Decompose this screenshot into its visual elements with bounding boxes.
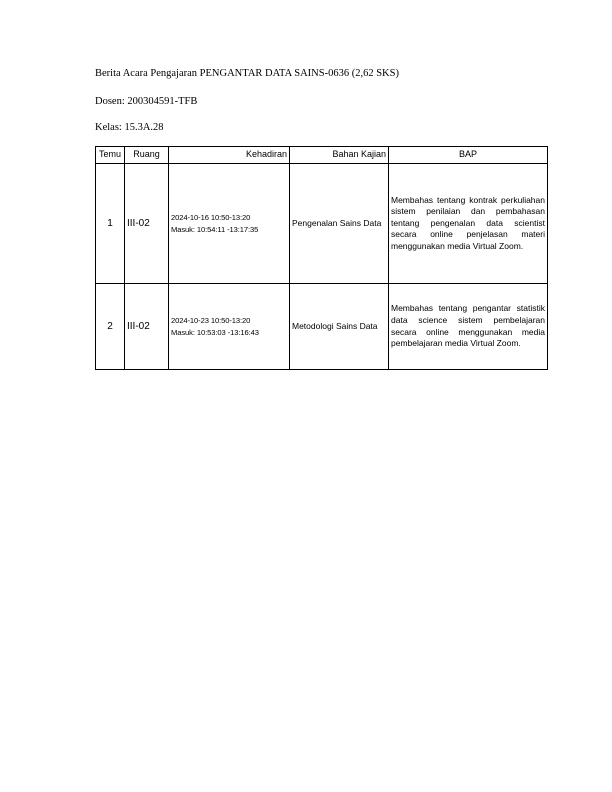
- ruang-cell: III-02: [125, 284, 169, 370]
- class-code: Kelas: 15.3A.28: [95, 122, 164, 133]
- bahan-kajian-cell: Pengenalan Sains Data: [290, 164, 389, 284]
- temu-cell: 2: [96, 284, 125, 370]
- ruang-cell: III-02: [125, 164, 169, 284]
- lecturer-id: Dosen: 200304591-TFB: [95, 96, 198, 107]
- column-header-kehadiran: Kehadiran: [169, 147, 290, 164]
- bahan-kajian-cell: Metodologi Sains Data: [290, 284, 389, 370]
- teaching-report-table: [95, 146, 548, 370]
- column-header-bap: BAP: [389, 147, 548, 164]
- column-header-bahan-kajian: Bahan Kajian: [290, 147, 389, 164]
- table-row: [96, 164, 548, 284]
- column-header-temu: Temu: [96, 147, 125, 164]
- kehadiran-cell: [169, 284, 290, 370]
- table-row: [96, 284, 548, 370]
- session-datetime: 2024-10-23 10:50-13:20: [171, 315, 251, 325]
- attendance-time: Masuk: 10:53:03 -13:16:43: [171, 327, 259, 337]
- attendance-time: Masuk: 10:54:11 -13:17:35: [171, 224, 259, 234]
- session-datetime: 2024-10-16 10:50-13:20: [171, 212, 251, 222]
- table-header-row: [96, 147, 548, 164]
- bap-cell: Membahas tentang kontrak perkuliahan sistem penilaian dan pembahasan tentang pengenalan data scientist secara online penjelasan materi menggunakan media Virtual Zoom.: [389, 164, 548, 284]
- bap-cell: Membahas tentang pengantar statistik data science sistem pembelajaran secara online menggunakan media pembelajaran media Virtual Zoom.: [389, 284, 548, 370]
- temu-cell: 1: [96, 164, 125, 284]
- kehadiran-cell: [169, 164, 290, 284]
- page-title: Berita Acara Pengajaran PENGANTAR DATA SAINS-0636 (2,62 SKS): [95, 68, 399, 79]
- column-header-ruang: Ruang: [125, 147, 169, 164]
